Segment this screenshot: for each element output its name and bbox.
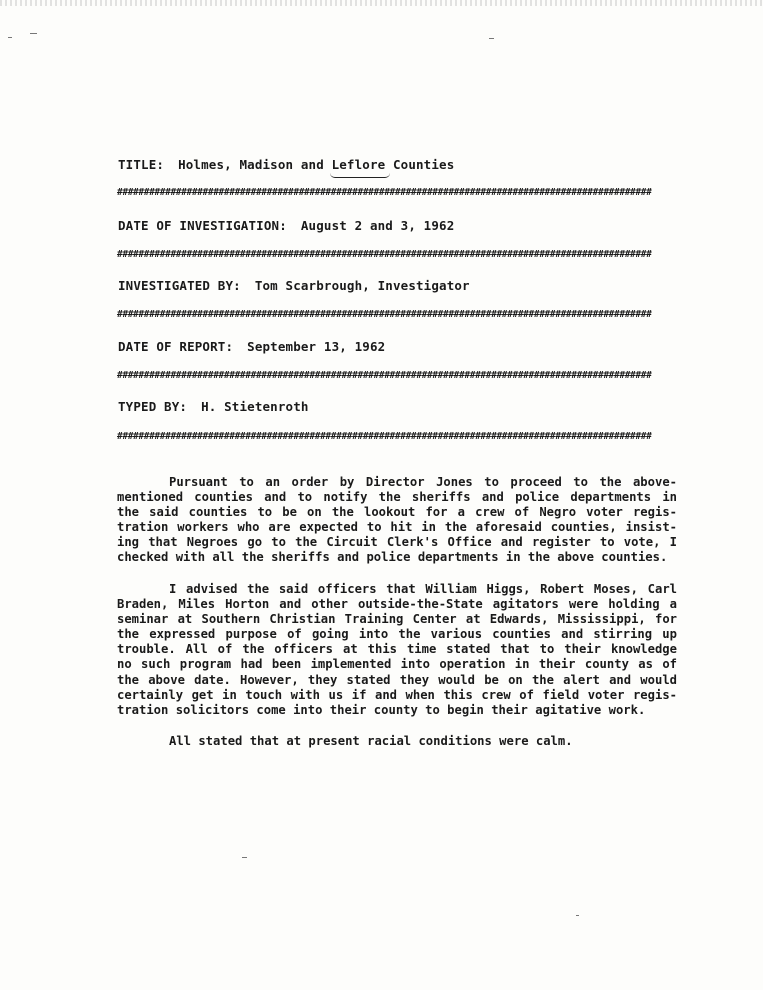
date-of-investigation-label: DATE OF INVESTIGATION: <box>118 218 287 233</box>
separator-line: #################################################################################################### <box>117 309 652 320</box>
separator-line: #################################################################################################### <box>117 249 652 260</box>
paragraph-line: I advised the said officers that William Higgs, Robert Moses, Carl <box>169 582 677 596</box>
scan-speck <box>489 38 494 39</box>
date-of-report-field <box>118 339 385 354</box>
paragraph-2 <box>117 582 677 718</box>
typed-by-value: H. Stietenroth <box>201 399 309 414</box>
paragraph-line: no such program had been implemented into operation in their county as of <box>117 657 677 672</box>
paragraph-line: All stated that at present racial conditions were calm. <box>169 734 573 748</box>
scan-speck <box>576 915 579 916</box>
paragraph-line: trouble. All of the officers at this time stated that to their knowledge <box>117 642 677 657</box>
scan-top-edge <box>0 0 763 6</box>
title-value: Holmes, Madison and Leflore Counties <box>178 157 455 172</box>
paragraph-line: Pursuant to an order by Director Jones to proceed to the above- <box>169 475 677 489</box>
separator-line: #################################################################################################### <box>117 431 652 442</box>
paragraph-line: mentioned counties and to notify the sheriffs and police departments in <box>117 490 677 505</box>
date-of-report-value: September 13, 1962 <box>247 339 386 354</box>
date-of-investigation-value: August 2 and 3, 1962 <box>300 218 455 233</box>
date-of-investigation-field <box>118 218 454 233</box>
paragraph-line: tration solicitors come into their county to begin their agitative work. <box>117 702 646 717</box>
paragraph-line: tration workers who are expected to hit in the aforesaid counties, insist- <box>117 520 677 535</box>
paragraph-1 <box>117 475 677 566</box>
paragraph-line: ing that Negroes go to the Circuit Clerk's Office and register to vote, I <box>117 535 677 550</box>
typed-by-field <box>118 399 309 414</box>
separator-line: #################################################################################################### <box>117 370 652 381</box>
handwritten-underline <box>330 173 390 178</box>
separator-line: #################################################################################################### <box>117 187 652 198</box>
paragraph-line: Braden, Miles Horton and other outside-the-State agitators were holding a <box>117 597 677 612</box>
paragraph-line: the above date. However, they stated they would be on the alert and would <box>117 672 677 687</box>
title-label: TITLE: <box>118 157 165 172</box>
scan-speck <box>30 33 37 34</box>
investigated-by-label: INVESTIGATED BY: <box>118 278 241 293</box>
scan-speck <box>8 37 12 38</box>
scan-speck <box>242 857 247 858</box>
paragraph-3 <box>117 734 677 749</box>
paragraph-line: seminar at Southern Christian Training Center at Edwards, Mississippi, for <box>117 612 677 627</box>
paragraph-line: the expressed purpose of going into the various counties and stirring up <box>117 627 677 642</box>
date-of-report-label: DATE OF REPORT: <box>118 339 234 354</box>
typed-by-label: TYPED BY: <box>118 399 188 414</box>
paragraph-line: certainly get in touch with us if and when this crew of field voter regis- <box>117 687 677 702</box>
investigated-by-field <box>118 278 470 293</box>
title-field <box>118 157 454 172</box>
paragraph-line: the said counties to be on the lookout for a crew of Negro voter regis- <box>117 505 677 520</box>
investigated-by-value: Tom Scarbrough, Investigator <box>254 278 470 293</box>
paragraph-line: checked with all the sheriffs and police departments in the above counties. <box>117 550 668 565</box>
